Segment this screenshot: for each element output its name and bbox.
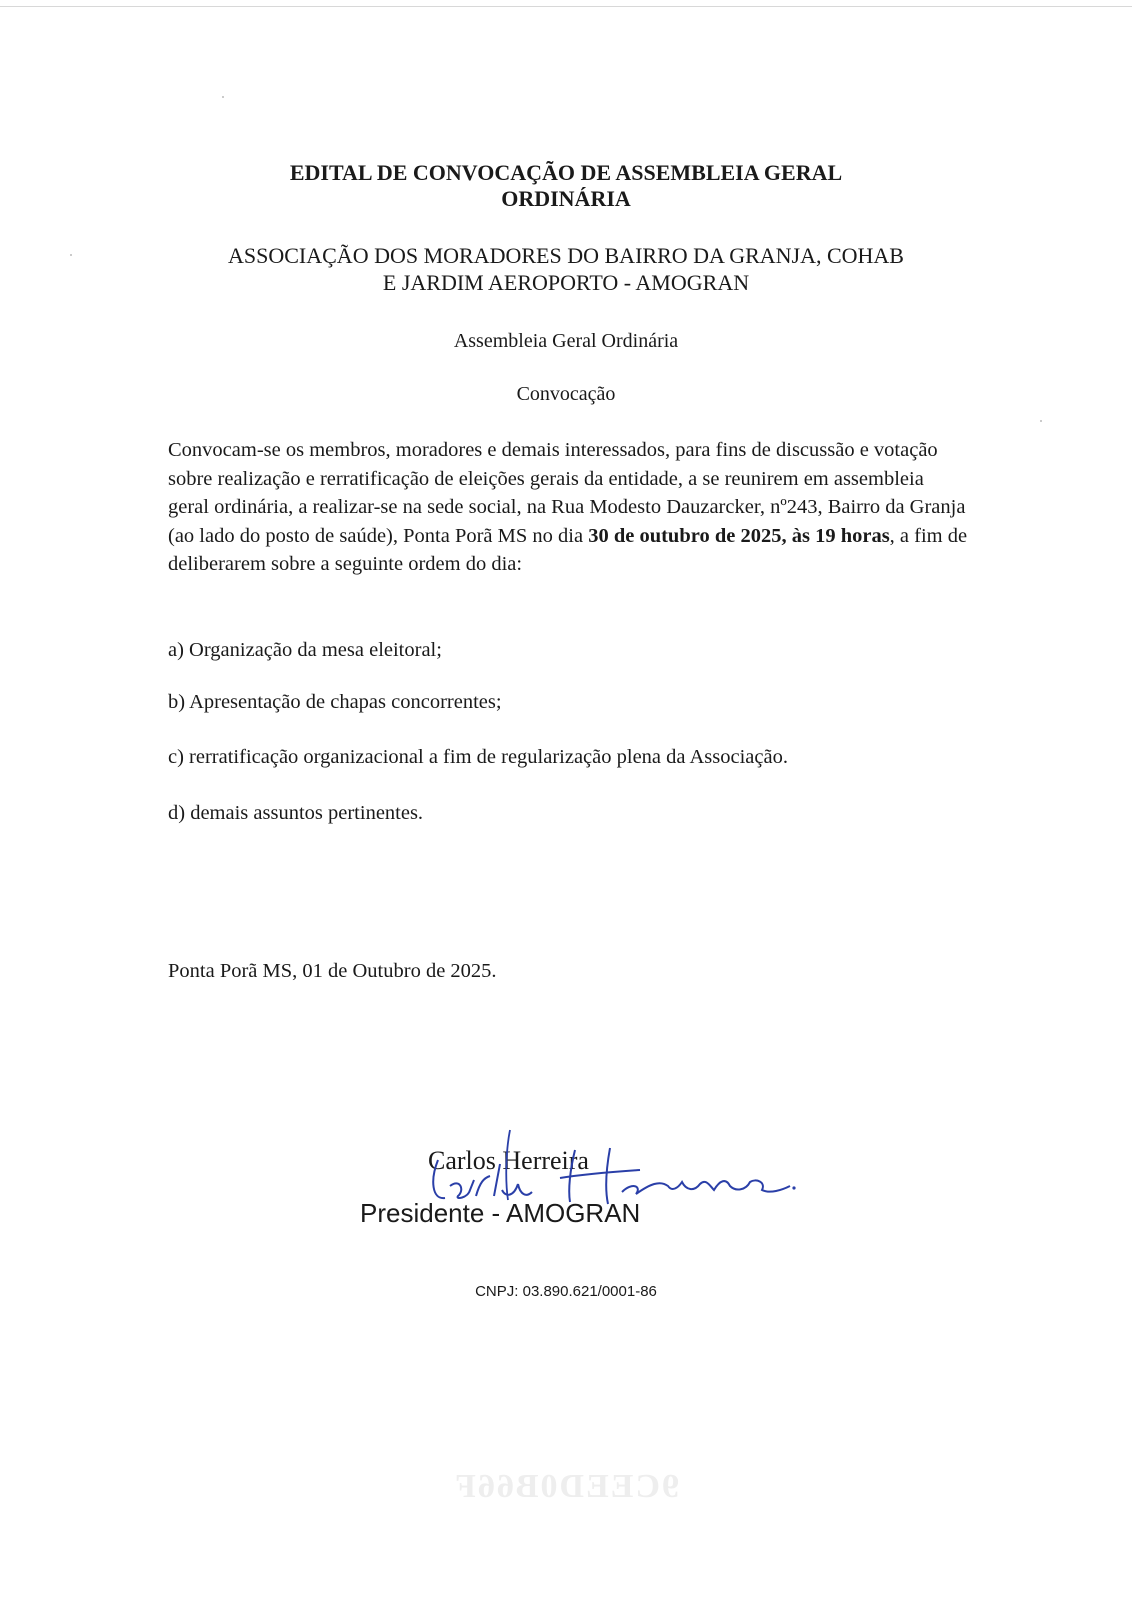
meeting-date-time: 30 de outubro de 2025, às 19 horas (588, 524, 890, 547)
assembly-heading: Assembleia Geral Ordinária (453, 330, 679, 352)
convocation-heading: Convocação (516, 383, 616, 405)
scan-edge-line (0, 6, 1132, 7)
document-title (0, 160, 1132, 212)
signer-role: Presidente - AMOGRAN (360, 1198, 641, 1228)
paragraph-text-end: , a fim de deliberarem sobre a seguinte ordem do dia: (168, 524, 968, 575)
agenda-item: d) demais assuntos pertinentes. (168, 802, 424, 824)
bleed-through-mark: 9CEED0B66F (453, 1468, 679, 1505)
agenda-item: b) Apresentação de chapas concorrentes; (168, 691, 502, 713)
signer-name: Carlos Herreira (428, 1146, 589, 1175)
convocation-paragraph (168, 436, 968, 579)
agenda-item: a) Organização da mesa eleitoral; (168, 639, 442, 661)
title-line-2: ORDINÁRIA (501, 186, 631, 211)
scan-speck (1040, 420, 1042, 422)
title-line-1: EDITAL DE CONVOCAÇÃO DE ASSEMBLEIA GERAL (289, 160, 843, 185)
organization-line-1: ASSOCIAÇÃO DOS MORADORES DO BAIRRO DA GRANJA, COHAB (228, 243, 904, 268)
organization-line-2: E JARDIM AEROPORTO - AMOGRAN (382, 270, 750, 295)
place-and-date: Ponta Porã MS, 01 de Outubro de 2025. (168, 960, 497, 982)
scan-speck (222, 96, 224, 98)
organization-name (0, 242, 1132, 296)
paragraph-text: Convocam-se os membros, moradores e demais interessados, para fins de discussão e votação sobre realização e rerratificação de eleições gerais da entidade, a se reunirem em assembleia geral ordinária, a realizar-se na sede social, na Rua Modesto Dauzarcker, nº243, Bairro da Granja (ao lado do posto de saúde), Ponta Porã MS no dia (168, 439, 966, 547)
cnpj-number: CNPJ: 03.890.621/0001-86 (475, 1283, 657, 1300)
agenda-item: c) rerratificação organizacional a fim de regularização plena da Associação. (168, 746, 788, 768)
